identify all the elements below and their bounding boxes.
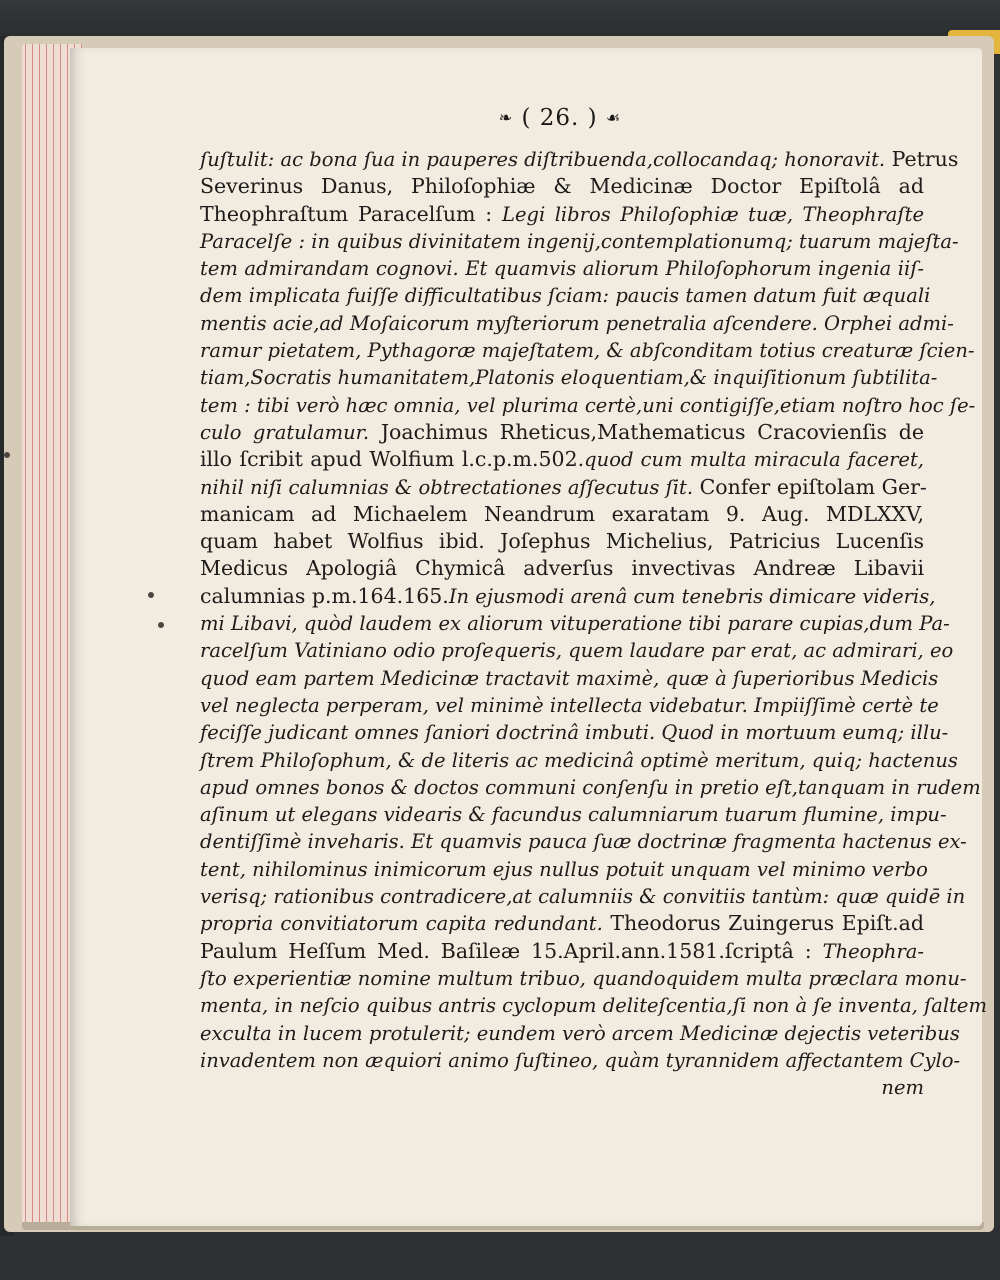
text-line bbox=[200, 1047, 961, 1074]
text-line bbox=[200, 910, 924, 937]
italic-run: menta, in neſcio quibus antris cyclopum deliteſcentia,ſi non à ſe inventa, ſaltem bbox=[200, 994, 987, 1018]
margin-mark bbox=[4, 452, 10, 458]
italic-run: tem admirandam cognovi. Et quamvis aliorum Philoſophorum ingenia iiſ- bbox=[200, 257, 924, 281]
roman-run: Theodorus Zuingerus Epiſt.ad bbox=[602, 911, 924, 936]
margin-mark bbox=[148, 592, 154, 598]
text-line bbox=[200, 392, 976, 419]
italic-run: vel neglecta perperam, vel minimè intellecta videbatur. Impiiſſimè certè te bbox=[200, 693, 939, 717]
text-line bbox=[200, 282, 931, 309]
text-line bbox=[200, 965, 967, 992]
italic-run: ſto experientiæ nomine multum tribuo, quandoquidem multa præclara monu- bbox=[200, 966, 967, 990]
text-line bbox=[200, 583, 936, 610]
text-line bbox=[200, 474, 927, 501]
text-line bbox=[200, 637, 954, 664]
italic-run: racelſum Vatiniano odio proſequeris, quem laudare par erat, ac admirari, eo bbox=[200, 639, 954, 663]
italic-run: tiam,Socratis humanitatem,Platonis eloquentiam,& inquiſitionum ſubtilita- bbox=[200, 366, 938, 390]
italic-run: invadentem non æquiori animo ſuſtineo, quàm tyrannidem affectantem Cylo- bbox=[200, 1048, 961, 1072]
italic-run: ſuſtulit: ac bona ſua in pauperes diſtribuenda,collocandaq; honoravit. bbox=[200, 148, 886, 171]
italic-run: culo gratulamur. bbox=[200, 420, 370, 444]
italic-run: tem : tibi verò hæc omnia, vel plurima certè,uni contigiſſe,etiam noſtro hoc ſe- bbox=[200, 393, 976, 417]
italic-run: mentis acie,ad Moſaicorum myſteriorum penetralia aſcendere. Orphei admi- bbox=[200, 311, 954, 335]
italic-run: mi Libavi, quòd laudem ex aliorum vituperatione tibi parare cupias,dum Pa- bbox=[200, 612, 950, 636]
roman-run: Confer epiſtolam Ger- bbox=[693, 474, 927, 499]
text-line bbox=[200, 173, 924, 200]
text-line bbox=[200, 828, 967, 855]
text-line bbox=[200, 146, 959, 173]
italic-run: ramur pietatem, Pythagoræ majeſtatem, & abſconditam totius creaturæ ſcien- bbox=[200, 339, 975, 363]
text-line bbox=[200, 201, 924, 228]
italic-run: Theophra- bbox=[822, 939, 924, 963]
roman-run: Joachimus Rheticus,Mathematicus Cracovienſis de bbox=[369, 419, 924, 444]
text-line bbox=[200, 501, 924, 528]
text-line bbox=[200, 747, 958, 774]
italic-run: ſtrem Philoſophum, & de literis ac medicinâ optimè meritum, quiq; hactenus bbox=[200, 748, 958, 772]
text-line bbox=[200, 719, 949, 746]
text-line bbox=[200, 364, 938, 391]
page-number: ( 26. ) bbox=[521, 105, 598, 131]
roman-run: Petrus bbox=[885, 147, 959, 171]
roman-run: manicam ad Michaelem Neandrum exaratam 9. Aug. MDLXXV, bbox=[200, 501, 924, 526]
text-line bbox=[200, 419, 924, 446]
roman-run: calumnias p.m.164.165. bbox=[200, 583, 449, 608]
page-header bbox=[470, 105, 650, 141]
text-line bbox=[200, 446, 924, 473]
text-line bbox=[200, 883, 966, 910]
text-line bbox=[200, 856, 928, 883]
body-text bbox=[200, 146, 987, 1101]
italic-run: quod eam partem Medicinæ tractavit maximè, quæ à ſuperioribus Medicis bbox=[200, 666, 939, 690]
text-line bbox=[200, 555, 924, 582]
italic-run: feciſſe judicant omnes ſaniori doctrinâ imbuti. Quod in mortuum eumq; illu- bbox=[200, 721, 949, 745]
text-line bbox=[200, 938, 924, 965]
text-line bbox=[200, 665, 939, 692]
text-line bbox=[200, 255, 924, 282]
text-line bbox=[200, 801, 947, 828]
roman-run: quam habet Wolfius ibid. Joſephus Michelius, Patricius Lucenſis bbox=[200, 529, 924, 554]
italic-run: nem bbox=[881, 1076, 924, 1100]
italic-run: nihil niſi calumnias & obtrectationes aſſecutus ſit. bbox=[200, 475, 694, 499]
italic-run: Legi libros Philoſophiæ tuæ, Theophraſte bbox=[502, 202, 924, 226]
text-line bbox=[200, 310, 954, 337]
italic-run: apud omnes bonos & doctos communi conſenſu in pretio eſt,tanquam in rudem bbox=[200, 775, 981, 799]
italic-run: dentiſſimè inveharis. Et quamvis pauca ſuæ doctrinæ fragmenta hactenus ex- bbox=[200, 830, 967, 854]
roman-run: Theophraſtum Paracelſum : bbox=[200, 201, 502, 226]
text-line bbox=[200, 610, 950, 637]
italic-run: quod cum multa miracula faceret, bbox=[584, 448, 925, 472]
margin-mark bbox=[158, 622, 164, 628]
italic-run: dem implicata fuiſſe difficultatibus ſciam: paucis tamen datum fuit æquali bbox=[200, 284, 931, 308]
italic-run: verisq; rationibus contradicere,at calumniis & convitiis tantùm: quæ quidē in bbox=[200, 885, 966, 909]
italic-run: Paracelſe : in quibus divinitatem ingenij,contemplationumq; tuarum majeſta- bbox=[200, 229, 959, 253]
text-line bbox=[200, 337, 975, 364]
italic-run: In ejusmodi arenâ cum tenebris dimicare videris, bbox=[448, 584, 936, 608]
text-line bbox=[200, 774, 981, 801]
roman-run: Severinus Danus, Philoſophiæ & Medicinæ Doctor Epiſtolâ ad bbox=[200, 174, 924, 199]
text-line bbox=[200, 992, 987, 1019]
text-line bbox=[200, 228, 959, 255]
ornament-left-icon: ❧ bbox=[498, 108, 514, 127]
roman-run: Medicus Apologiâ Chymicâ adverſus invectivas Andreæ Libavii bbox=[200, 556, 924, 581]
italic-run: exculta in lucem protulerit; eundem verò arcem Medicinæ dejectis veteribus bbox=[200, 1021, 960, 1045]
text-line bbox=[200, 1020, 960, 1047]
text-line bbox=[200, 692, 939, 719]
italic-run: tent, nihilominus inimicorum ejus nullus potuit unquam vel minimo verbo bbox=[200, 857, 928, 881]
text-line bbox=[200, 528, 924, 555]
italic-run: aſinum ut elegans videaris & facundus calumniarum tuarum flumine, impu- bbox=[200, 803, 947, 827]
text-line bbox=[200, 1074, 924, 1101]
roman-run: Paulum Heſſum Med. Baſileæ 15.April.ann.1581.ſcriptâ : bbox=[200, 938, 823, 963]
roman-run: illo ſcribit apud Wolfium l.c.p.m.502. bbox=[200, 447, 585, 472]
ornament-right-icon: ☙ bbox=[605, 108, 622, 127]
italic-run: propria convitiatorum capita redundant. bbox=[200, 912, 603, 936]
